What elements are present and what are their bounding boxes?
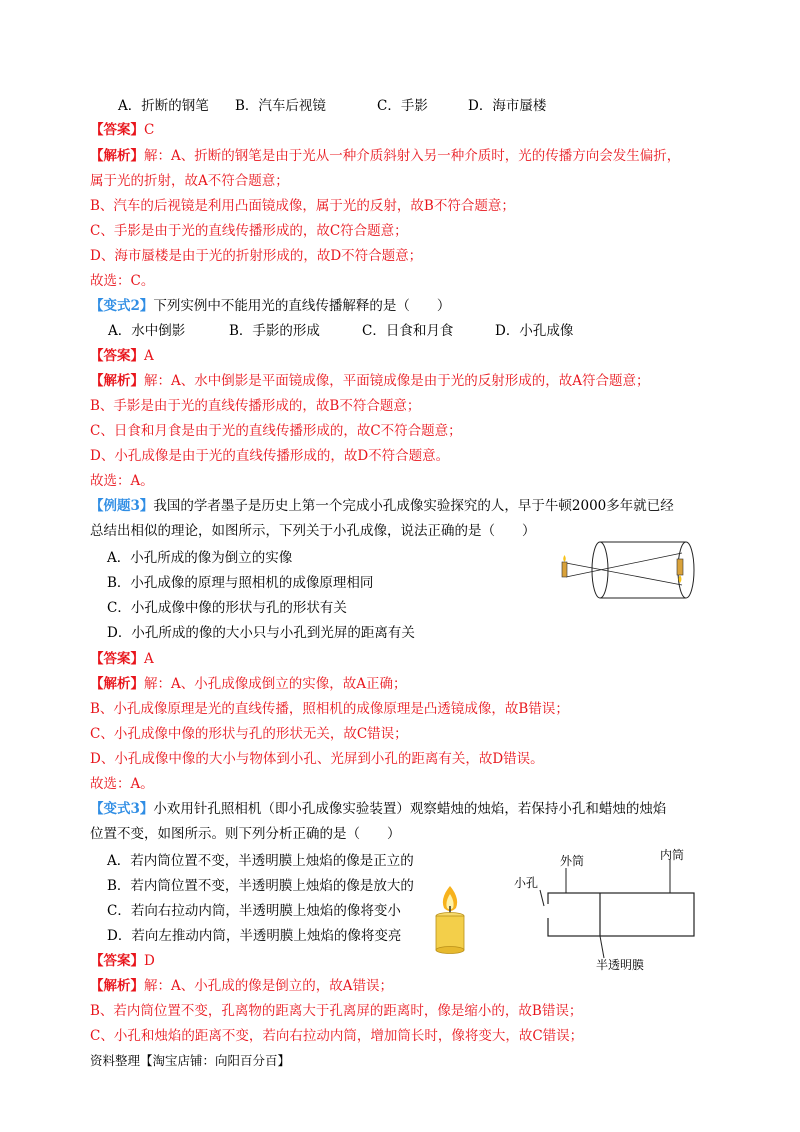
pinhole-camera-figure (558, 535, 698, 605)
ex3-analysis-1: 【解析】解：A、小孔成像成倒立的实像，故A正确； (90, 676, 407, 692)
var2-option-b: B．手影的形成 (229, 323, 320, 339)
var2-option-d: D．小孔成像 (495, 323, 574, 339)
var2-analysis-5: 故选：A。 (90, 473, 154, 489)
pinhole-label: 小孔 (514, 876, 539, 890)
ex3-analysis-2: B、小孔成像原理是光的直线传播，照相机的成像原理是凸透镜成像，故B错误； (90, 701, 569, 717)
var3-answer: 【答案】D (90, 953, 155, 969)
ex3-option-d: D．小孔所成的像的大小只与小孔到光屏的距离有关 (107, 625, 415, 641)
var3-analysis-2: B、若内筒位置不变，孔离物的距离大于孔离屏的距离时，像是缩小的，故B错误； (90, 1003, 583, 1019)
ex3-answer: 【答案】A (90, 651, 154, 667)
prev-option-d: D．海市蜃楼 (468, 98, 547, 114)
prev-analysis-1: 【解析】解：A、折断的钢笔是由于光从一种介质斜射入另一种介质时，光的传播方向会发生偏折， (90, 148, 681, 164)
prev-option-b: B．汽车后视镜 (235, 98, 326, 114)
var2-option-c: C．日食和月食 (362, 323, 454, 339)
var3-option-b: B．若内筒位置不变，半透明膜上烛焰的像是放大的 (107, 878, 414, 894)
inner-tube-label: 内筒 (660, 848, 685, 862)
prev-option-a: A．折断的钢笔 (118, 98, 209, 114)
var3-analysis-3: C、小孔和烛焰的距离不变，若向右拉动内筒，增加筒长时，像将变大，故C错误； (90, 1028, 584, 1044)
prev-answer: 【答案】C (90, 122, 155, 138)
ex3-analysis-5: 故选：A。 (90, 776, 154, 792)
var3-stem-2: 位置不变，如图所示。则下列分析正确的是（ ） (90, 826, 401, 842)
ex3-option-a: A．小孔所成的像为倒立的实像 (107, 550, 293, 566)
var2-answer: 【答案】A (90, 348, 154, 364)
outer-tube-label: 外筒 (560, 854, 585, 868)
prev-analysis-2: 属于光的折射，故A不符合题意； (90, 173, 289, 189)
var2-analysis-1: 【解析】解：A、水中倒影是平面镜成像，平面镜成像是由于光的反射形成的，故A符合题意； (90, 373, 650, 389)
var3-option-d: D．若向左推动内筒，半透明膜上烛焰的像将变亮 (107, 928, 402, 944)
prev-option-c: C．手影 (377, 98, 428, 114)
prev-analysis-3: B、汽车的后视镜是利用凸面镜成像，属于光的反射，故B不符合题意； (90, 198, 515, 214)
var3-option-c: C．若向右拉动内筒，半透明膜上烛焰的像将变小 (107, 903, 401, 919)
var3-analysis-1: 【解析】解：A、小孔成的像是倒立的，故A错误； (90, 978, 393, 994)
ex3-stem-2: 总结出相似的理论，如图所示，下列关于小孔成像，说法正确的是（ ） (90, 523, 536, 539)
ex3-option-c: C．小孔成像中像的形状与孔的形状有关 (107, 600, 347, 616)
var3-stem-1: 【变式3】小欢用针孔照相机（即小孔成像实验装置）观察蜡烛的烛焰，若保持小孔和蜡烛的烛焰 (90, 801, 667, 817)
var3-option-a: A．若内筒位置不变，半透明膜上烛焰的像是正立的 (107, 853, 414, 869)
ex3-option-b: B．小孔成像的原理与照相机的成像原理相同 (107, 575, 374, 591)
var2-analysis-2: B、手影是由于光的直线传播形成的，故B不符合题意； (90, 398, 421, 414)
var2-analysis-4: D、小孔成像是由于光的直线传播形成的，故D不符合题意。 (90, 448, 450, 464)
prev-analysis-4: C、手影是由于光的直线传播形成的，故C符合题意； (90, 223, 408, 239)
ex3-analysis-4: D、小孔成像中像的大小与物体到小孔、光屏到小孔的距离有关，故D错误。 (90, 751, 544, 767)
candle-figure (430, 884, 470, 956)
prev-analysis-5: D、海市蜃楼是由于光的折射形成的，故D不符合题意； (90, 248, 423, 264)
page-footer: 资料整理【淘宝店铺：向阳百分百】 (90, 1053, 291, 1068)
var2-stem: 【变式2】下列实例中不能用光的直线传播解释的是（ ） (90, 298, 451, 314)
film-label: 半透明膜 (596, 958, 645, 972)
var2-analysis-3: C、日食和月食是由于光的直线传播形成的，故C不符合题意； (90, 423, 462, 439)
var2-option-a: A．水中倒影 (108, 323, 186, 339)
prev-analysis-6: 故选：C。 (90, 273, 155, 289)
ex3-analysis-3: C、小孔成像中像的形状与孔的形状无关，故C错误； (90, 726, 408, 742)
telescope-figure (500, 846, 700, 972)
ex3-stem-1: 【例题3】我国的学者墨子是历史上第一个完成小孔成像实验探究的人，早于牛顿2000多年就已经 (90, 498, 674, 514)
